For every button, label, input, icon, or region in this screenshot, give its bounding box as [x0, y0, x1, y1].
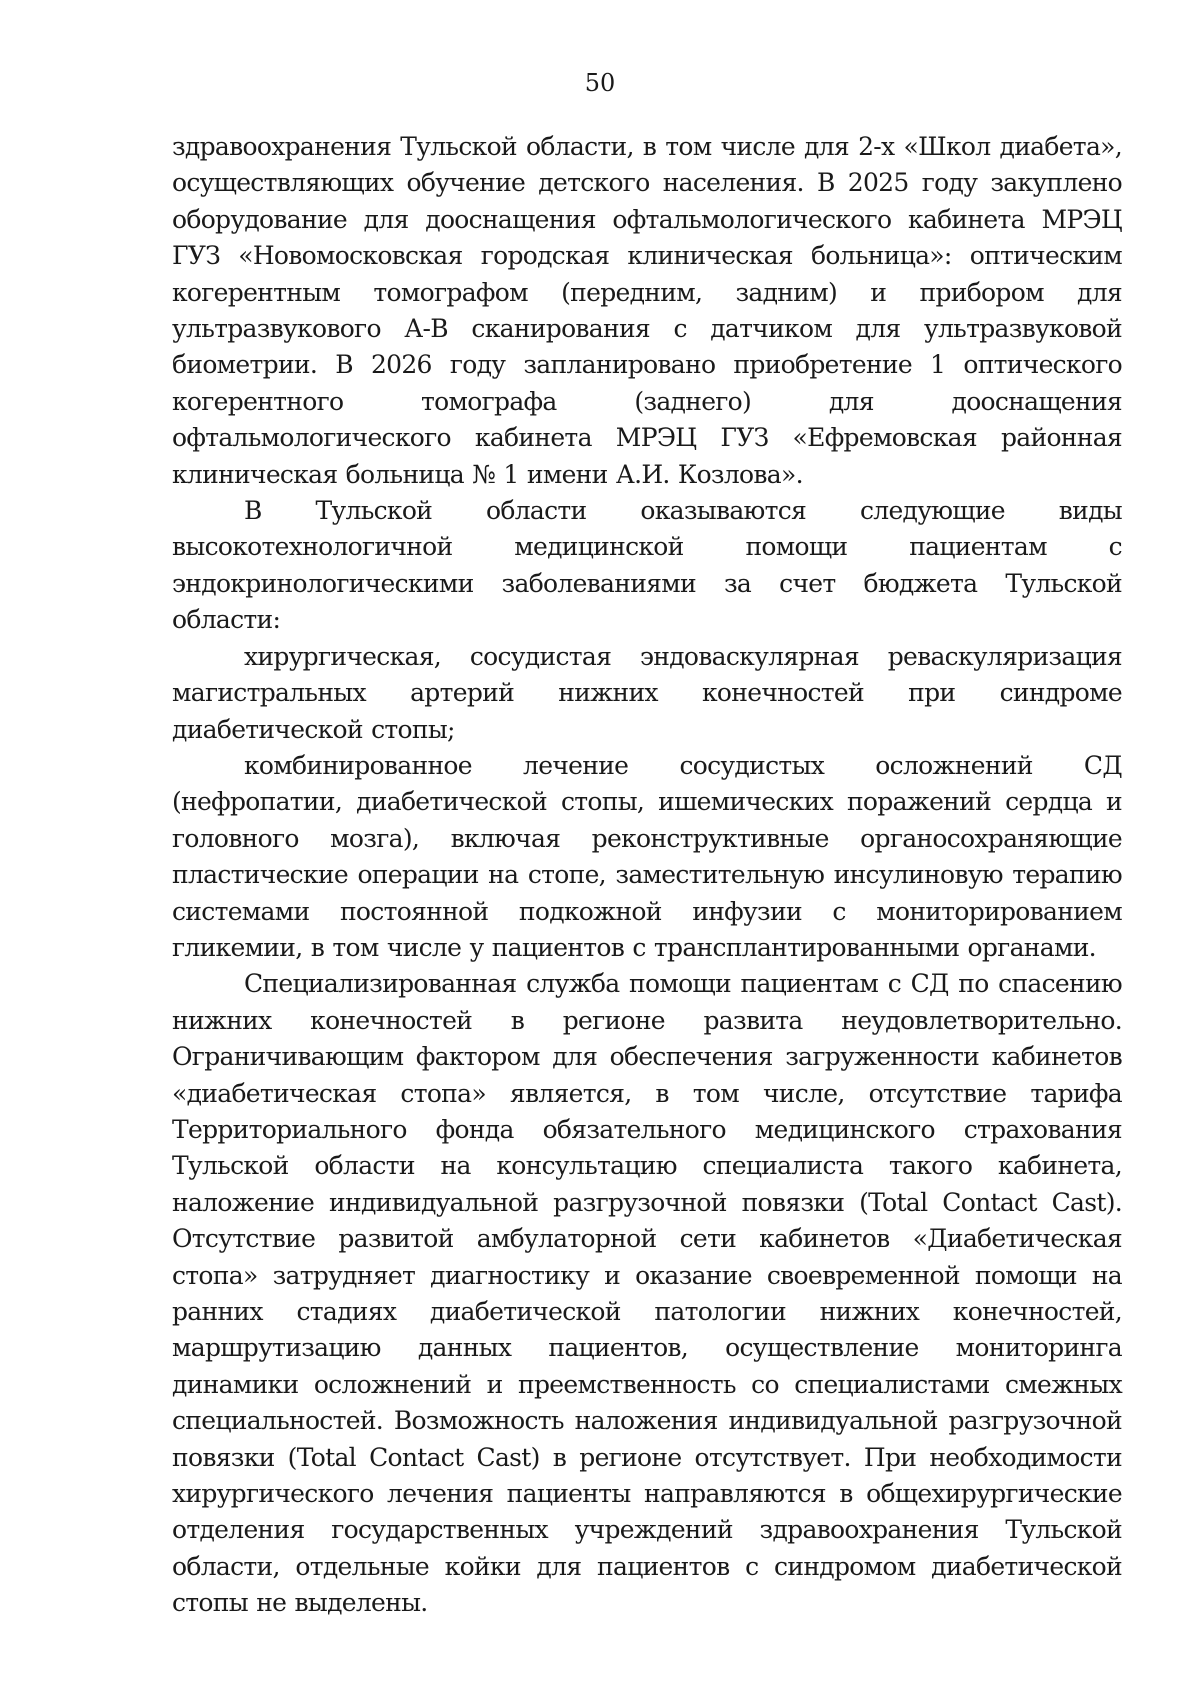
paragraph-high-tech-care-intro: В Тульской области оказываются следующие виды высокотехнологичной медицинской помощи пациентам с эндокринологическими заболеваниями за счет бюджета Тульской области:: [172, 496, 1122, 635]
paragraph-combined-treatment: комбинированное лечение сосудистых осложнений СД (нефропатии, диабетической стопы, ишемических поражений сердца и головного мозга), включая реконструктивные органосохраняющие пластические операции на стопе, заместительную инсулиновую терапию системами постоянной подкожной инфузии с мониторированием гликемии, в том числе у пациентов с трансплантированными органами.: [172, 750, 1122, 962]
paragraph-diabetic-foot-service: Специализированная служба помощи пациентам с СД по спасению нижних конечностей в регионе развита неудовлетворительно. Ограничивающим фактором для обеспечения загруженности кабинетов «диабетическая стопа» является, в том числе, отсутствие тарифа Территориального фонда обязательного медицинского страхования Тульской области на консультацию специалиста такого кабинета, наложение индивидуальной разгрузочной повязки (Total Contact Cast). Отсутствие развитой амбулаторной сети кабинетов «Диабетическая стопа» затрудняет диагностику и оказание своевременной помощи на ранних стадиях диабетической патологии нижних конечностей, маршрутизацию данных пациентов, осуществление мониторинга динамики осложнений и преемственность со специалистами смежных специальностей. Возможность наложения индивидуальной разгрузочной повязки (Total Contact Cast) в регионе отсутствует. При необходимости хирургического лечения пациенты направляются в общехирургические отделения государственных учреждений здравоохранения Тульской области, отдельные койки для пациентов с синдромом диабетической стопы не выделены.: [172, 969, 1122, 1618]
page-number: 50: [584, 69, 616, 97]
paragraph-revascularization: хирургическая, сосудистая эндоваскулярная реваскуляризация магистральных артерий нижних конечностей при синдроме диабетической стопы;: [172, 641, 1122, 744]
body-text: [172, 129, 1122, 1622]
paragraph-equipment-purchase: здравоохранения Тульской области, в том числе для 2-х «Школ диабета», осуществляющих обучение детского населения. В 2025 году закуплено оборудование для дооснащения офтальмологического кабинета МРЭЦ ГУЗ «Новомосковская городская клиническая больница»: оптическим когерентным томографом (передним, задним) и прибором для ультразвукового А-В сканирования с датчиком для ультразвуковой биометрии. В 2026 году запланировано приобретение 1 оптического когерентного томографа (заднего) для дооснащения офтальмологического кабинета МРЭЦ ГУЗ «Ефремовская районная клиническая больница № 1 имени А.И. Козлова».: [172, 132, 1122, 489]
